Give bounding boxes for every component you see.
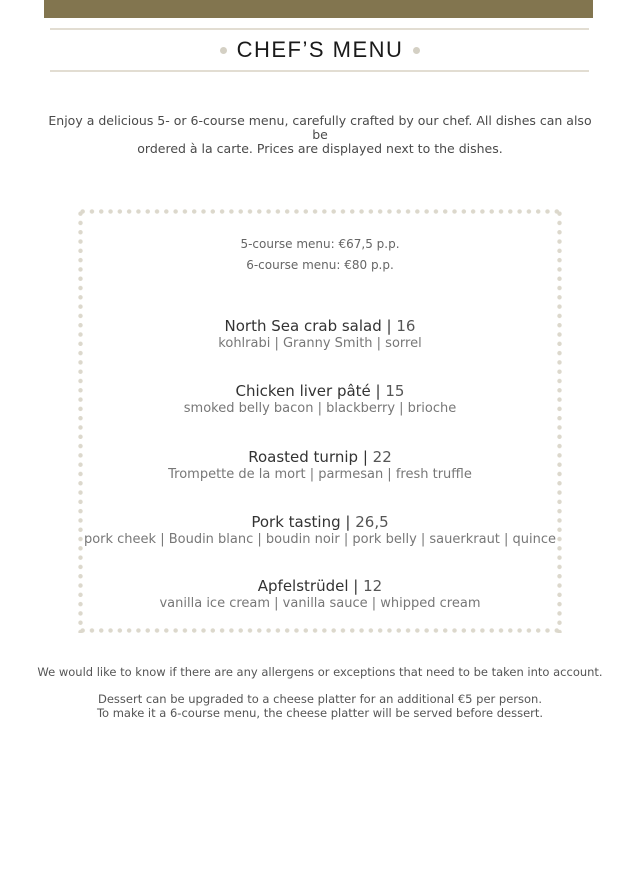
dish-description: kohlrabi | Granny Smith | sorrel [218, 336, 422, 351]
dot-ornament-icon [220, 47, 227, 54]
dish-price: 26,5 [355, 513, 389, 531]
allergen-note: We would like to know if there are any allergens or exceptions that need to be taken into account. [37, 665, 603, 679]
dish-description: pork cheek | Boudin blanc | boudin noir | pork belly | sauerkraut | quince [83, 532, 557, 547]
menu-prices [0, 234, 640, 276]
dish-price: 15 [385, 382, 405, 400]
intro-line: Enjoy a delicious 5- or 6-course menu, carefully crafted by our chef. All dishes can also be [48, 113, 592, 142]
cheese-note-line: To make it a 6-course menu, the cheese platter will be served before dessert. [96, 706, 544, 720]
intro-line: ordered à la carte. Prices are displayed next to the dishes. [137, 141, 503, 156]
dish-name: Pork tasting [251, 513, 341, 531]
divider-bottom [50, 70, 589, 72]
dish-description: Trompette de la mort | parmesan | fresh truffle [168, 467, 472, 482]
cheese-note [0, 692, 640, 720]
dish-description: vanilla ice cream | vanilla sauce | whipped cream [159, 596, 481, 611]
dish-price: 16 [396, 317, 416, 335]
price-5-course: 5-course menu: €67,5 p.p. [240, 237, 400, 251]
dotted-border-bottom [78, 628, 562, 633]
dish-item: Apfelstrüdel | 12 vanilla ice cream | vanilla sauce | whipped cream [0, 577, 640, 613]
intro-text [40, 114, 600, 156]
dish-price: 22 [372, 448, 392, 466]
dish-name: Apfelstrüdel [257, 577, 349, 595]
dish-price: 12 [363, 577, 383, 595]
top-banner [44, 0, 593, 18]
price-6-course: 6-course menu: €80 p.p. [246, 258, 394, 272]
dish-name: Roasted turnip [248, 448, 359, 466]
page-title-row [0, 34, 640, 66]
dish-item: Roasted turnip | 22 Trompette de la mort | parmesan | fresh truffle [0, 448, 640, 484]
dot-ornament-icon [413, 47, 420, 54]
dish-item: Pork tasting | 26,5 pork cheek | Boudin blanc | boudin noir | pork belly | sauerkraut | quince [0, 513, 640, 549]
dish-name: North Sea crab salad [224, 317, 382, 335]
dish-description: smoked belly bacon | blackberry | brioche [183, 401, 457, 416]
dish-item: Chicken liver pâté | 15 smoked belly bacon | blackberry | brioche [0, 382, 640, 418]
page-title: CHEF’S MENU [236, 37, 404, 62]
dotted-border-top [78, 209, 562, 214]
divider-top [50, 28, 589, 30]
cheese-note-line: Dessert can be upgraded to a cheese platter for an additional €5 per person. [98, 692, 542, 706]
dish-item: North Sea crab salad | 16 kohlrabi | Granny Smith | sorrel [0, 317, 640, 353]
dish-name: Chicken liver pâté [235, 382, 371, 400]
